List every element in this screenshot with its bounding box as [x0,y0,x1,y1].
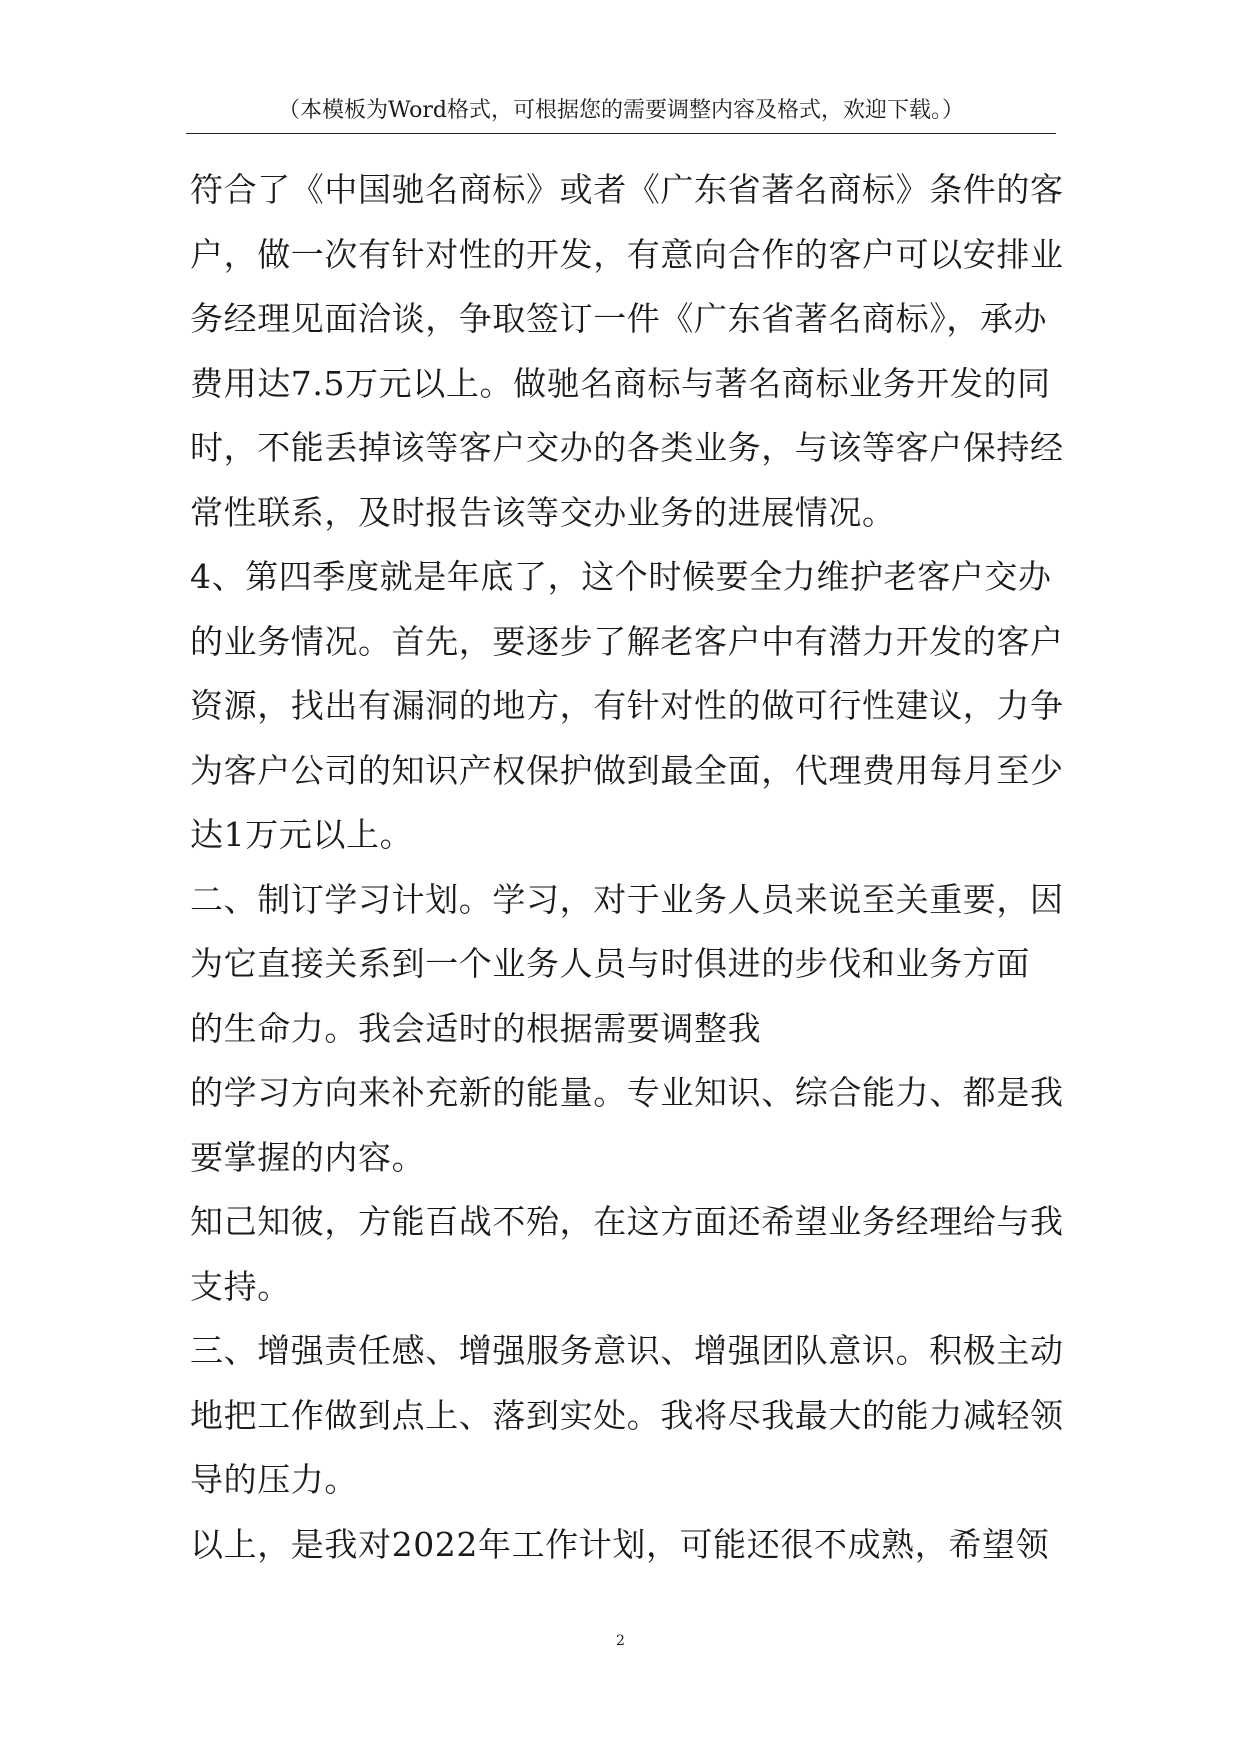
body-line: 的业务情况。首先，要逐步了解老客户中有潜力开发的客户 [190,621,1064,661]
body-line: 三、增强责任感、增强服务意识、增强团队意识。积极主动 [190,1331,1064,1370]
body-line: 符合了《中国驰名商标》或者《广东省著名商标》条件的客 [190,170,1064,209]
body-line: 时，不能丢掉该等客户交办的各类业务，与该等客户保持经 [190,428,1064,467]
body-line: 的学习方向来补充新的能量。专业知识、综合能力、都是我 [190,1073,1064,1112]
body-line: 的生命力。我会适时的根据需要调整我 [190,1008,762,1048]
body-line: 为它直接关系到一个业务人员与时俱进的步伐和业务方面 [190,944,1030,983]
body-line: 二、制订学习计划。学习，对于业务人员来说至关重要，因 [190,879,1064,919]
body-line: 支持。 [190,1266,291,1306]
document-body [190,158,1070,1577]
body-line: 常性联系，及时报告该等交办业务的进展情况。 [190,492,896,532]
body-line: 要掌握的内容。 [190,1137,426,1177]
body-line: 4、第四季度就是年底了，这个时候要全力维护老客户交办 [190,557,1052,596]
body-line: 务经理见面洽谈，争取签订一件《广东省著名商标》，承办 [190,299,1048,338]
body-line: 导的压力。 [190,1460,358,1499]
body-line: 知己知彼，方能百战不殆，在这方面还希望业务经理给与我 [190,1202,1064,1241]
page-header: （本模板为Word格式，可根据您的需要调整内容及格式，欢迎下载。） [278,98,964,123]
body-line: 资源，找出有漏洞的地方，有针对性的做可行性建议，力争 [190,686,1064,725]
header-divider [186,133,1056,134]
page-number: 2 [616,1633,625,1649]
body-line: 达1万元以上。 [190,815,414,854]
body-line: 以上，是我对2022年工作计划，可能还很不成熟，希望领 [190,1524,1050,1564]
body-line: 户，做一次有针对性的开发，有意向合作的客户可以安排业 [190,234,1064,274]
body-line: 为客户公司的知识产权保护做到最全面，代理费用每月至少 [190,750,1064,790]
body-line: 费用达7.5万元以上。做驰名商标与著名商标业务开发的同 [190,363,1051,403]
body-line: 地把工作做到点上、落到实处。我将尽我最大的能力减轻领 [190,1395,1064,1435]
